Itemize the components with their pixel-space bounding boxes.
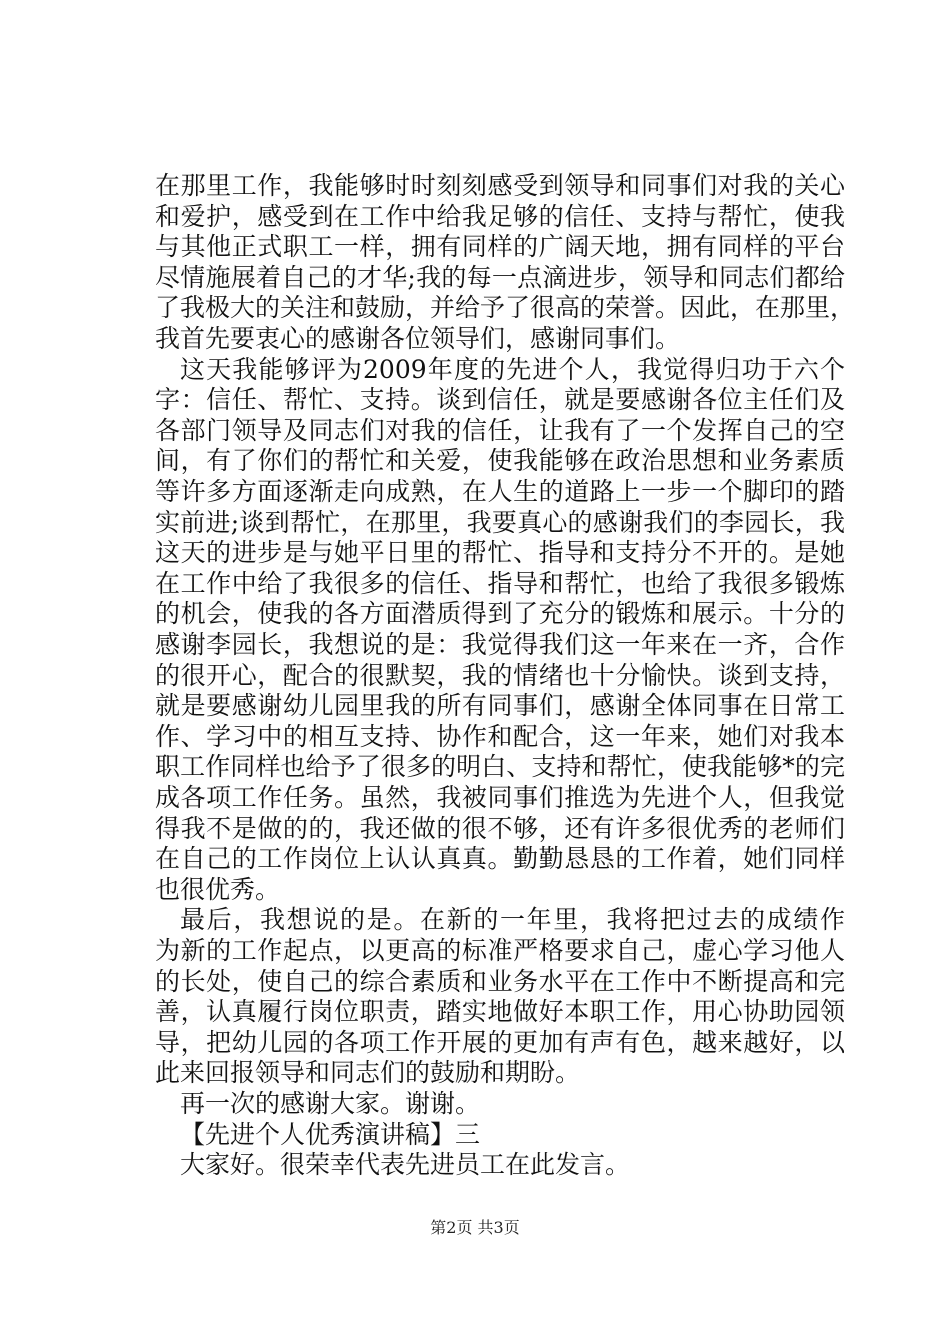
text-line: 的长处，使自己的综合素质和业务水平在工作中不断提高和完: [155, 966, 845, 996]
paragraph-line: 再一次的感谢大家。谢谢。: [180, 1089, 481, 1118]
text-line: 得我不是做的的，我还做的很不够，还有许多很优秀的老师们: [155, 813, 845, 843]
text-line: 各部门领导及同志们对我的信任，让我有了一个发挥自己的空: [155, 415, 845, 445]
text-line: 间，有了你们的帮忙和关爱，使我能够在政治思想和业务素质: [155, 446, 845, 476]
text-line: 实前进;谈到帮忙，在那里，我要真心的感谢我们的李园长，我: [155, 507, 845, 537]
text-line: 我首先要衷心的感谢各位领导们，感谢同事们。: [155, 324, 681, 353]
page-footer: 第2页 共3页: [430, 1218, 520, 1237]
text-line: 字：信任、帮忙、支持。谈到信任，就是要感谢各位主任们及: [155, 385, 845, 415]
text-line: 的很开心，配合的很默契，我的情绪也十分愉快。谈到支持，: [155, 660, 845, 690]
text-line: 在自己的工作岗位上认认真真。勤勤恳恳的工作着，她们同样: [155, 844, 845, 874]
text-line: 职工作同样也给予了很多的明白、支持和帮忙，使我能够*的完: [155, 752, 845, 782]
text-line: 就是要感谢幼儿园里我的所有同事们，感谢全体同事在日常工: [155, 691, 845, 721]
text-line: 成各项工作任务。虽然，我被同事们推选为先进个人，但我觉: [155, 783, 845, 812]
section-heading: 【先进个人优秀演讲稿】三: [180, 1119, 481, 1149]
paragraph-start-line: 最后，我想说的是。在新的一年里，我将把过去的成绩作: [180, 905, 845, 935]
text-line: 这天的进步是与她平日里的帮忙、指导和支持分不开的。是她: [155, 538, 845, 568]
text-line: 为新的工作起点，以更高的标准严格要求自己，虚心学习他人: [155, 936, 845, 965]
text-line: 导，把幼儿园的各项工作开展的更加有声有色，越来越好，以: [155, 1027, 845, 1057]
text-line: 此来回报领导和同志们的鼓励和期盼。: [155, 1058, 581, 1088]
text-line: 作、学习中的相互支持、协作和配合，这一年来，她们对我本: [155, 721, 845, 751]
text-line: 善，认真履行岗位职责，踏实地做好本职工作，用心协助园领: [155, 997, 845, 1027]
text-line: 等许多方面逐渐走向成熟，在人生的道路上一步一个脚印的踏: [155, 477, 845, 506]
text-line: 和爱护，感受到在工作中给我足够的信任、支持与帮忙，使我: [155, 201, 845, 231]
text-line: 与其他正式职工一样，拥有同样的广阔天地，拥有同样的平台: [155, 232, 845, 262]
text-line: 的机会，使我的各方面潜质得到了充分的锻炼和展示。十分的: [155, 599, 845, 629]
text-line: 了我极大的关注和鼓励，并给予了很高的荣誉。因此，在那里，: [155, 293, 856, 323]
paragraph-start-line: 这天我能够评为2009年度的先进个人，我觉得归功于六个: [180, 354, 845, 384]
text-line: 感谢李园长，我想说的是：我觉得我们这一年来在一齐，合作: [155, 630, 845, 659]
text-line: 也很优秀。: [155, 874, 281, 904]
paragraph-line: 大家好。很荣幸代表先进员工在此发言。: [180, 1150, 631, 1180]
text-line: 在工作中给了我很多的信任、指导和帮忙，也给了我很多锻炼: [155, 568, 845, 598]
text-line: 尽情施展着自己的才华;我的每一点滴进步，领导和同志们都给: [155, 262, 845, 292]
text-line: 在那里工作，我能够时时刻刻感受到领导和同事们对我的关心: [155, 171, 845, 200]
